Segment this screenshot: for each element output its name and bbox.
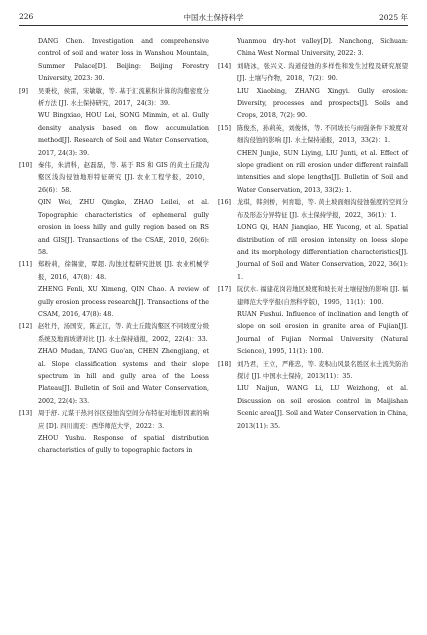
reference-number: [14]: [218, 62, 231, 70]
reference-continuation: DANG Chen. Investigation and comprehensive control of soil and water loss in Wanshou Mountain, Summer Palace[D]. Beijing: Beijing Forestry University, 2023: 30.: [38, 38, 209, 83]
reference-number: [9]: [19, 87, 28, 95]
reference-english: ZHENG Fenli, XU Ximeng, QIN Chao. A review of gully erosion process research[J]. Transactions of the CSAM, 2016, 47(8): 48.: [38, 286, 209, 318]
header-rule: [19, 25, 408, 26]
reference-chinese: 阮伏水. 福建花岗岩地区坡度和坡长对土壤侵蚀的影响 [J]. 福建师范大学学报(自然科学版)，1995，11(1)：100.: [237, 286, 408, 306]
reference-chinese: 刘乃君，王立，严稚忠，等. 麦积山风景名胜区水土流失防治探讨 [J]. 中国水土保持，2013(11)：35.: [237, 360, 408, 380]
reference-entry: [218, 197, 408, 284]
reference-chinese: 郑粉莉，徐锡蒙，覃超. 沟蚀过程研究进展 [J]. 农业机械学报，2016，47(8)：48.: [38, 261, 209, 281]
reference-chinese: 刘晓冰，张兴义. 沟道侵蚀的多样性和发生过程及研究展望 [J]. 土壤与作物，2018，7(2)：90.: [237, 62, 408, 83]
reference-english: LONG Qi, HAN Jianqiao, HE Yucong, et al. Spatial distribution of rill erosion intensity on loess slope and its morphology differentiation characteristics[J]. Journal of Soil and Water Conservation, 2022, 36(1): 1.: [237, 224, 408, 281]
reference-number: [18]: [218, 360, 231, 368]
reference-number: [17]: [218, 286, 231, 294]
reference-chinese: 吴秉校，侯雷，宋敏敏，等. 基于汇流累积计算的沟壑密度分析方法 [J]. 水土保持研究，2017，24(3)：39.: [38, 87, 209, 108]
reference-number: [15]: [218, 124, 231, 132]
reference-chinese: 周于舒. 元谋干热河谷区侵蚀沟空间分布特征对地形因素的响应 [D]. 四川南充：西华师范大学，2022：3.: [38, 410, 209, 430]
reference-number: [13]: [19, 410, 32, 418]
reference-chinese: 陈俊杰，孙莉英，刘俊体，等. 不同坡长与雨强条件下坡度对细沟侵蚀的影响 [J]. 水土保持通报，2013，33(2)：1.: [237, 124, 408, 145]
reference-entry: [218, 123, 408, 197]
publication-year: 2025 年: [379, 13, 408, 22]
reference-entry: [19, 408, 209, 458]
page-number: 226: [19, 12, 34, 21]
reference-entry: [19, 259, 209, 321]
reference-english: ZHOU Yushu. Response of spatial distribution characteristics of gully to topographic factors in: [38, 435, 209, 455]
reference-english: ZHAO Mudan, TANG Guo'an, CHEN Zhengjiang, et al. Slope classification systems and their slope spectrum in hill and gully area of the Loess Plateau[J]. Bulletin of Soil and Water Conservation, 2002, 22(4): 33.: [38, 348, 209, 405]
reference-chinese: 秦伟，朱清科，赵磊磊，等. 基于 RS 和 GIS 的黄土丘陵沟壑区浅沟侵蚀地形特征研究 [J]. 农业工程学报，2010，26(6)：58.: [38, 162, 209, 194]
reference-number: [11]: [19, 261, 32, 269]
reference-number: [12]: [19, 323, 32, 331]
reference-number: [10]: [19, 162, 32, 170]
reference-entry: [19, 321, 209, 408]
reference-english: CHEN Junjie, SUN Liying, LIU Junti, et al. Effect of slope gradient on rill erosion under different rainfall intensities and slope lengths[J]. Bulletin of Soil and Water Conservation, 2013, 33(2): 1.: [237, 149, 408, 194]
reference-english: LIU Xiaobing, ZHANG Xingyi. Gully erosion: Diversity, processes and prospects[J]. Soils and Crops, 2018, 7(2): 90.: [237, 87, 408, 120]
reference-english: LIU Naijun, WANG Li, LU Weizhong, et al. Discussion on soil erosion control in Maijishan Scenic area[J]. Soil and Water Conservation in China, 2013(11): 35.: [237, 385, 408, 430]
reference-chinese: 龙琪，韩剑桥，何育聪，等. 黄土坡面细沟侵蚀强度的空间分布及形态分异特征 [J]. 水土保持学报，2022，36(1)：1.: [237, 199, 408, 219]
left-column: [19, 36, 209, 458]
page-header: [19, 12, 408, 24]
reference-entry: [218, 359, 408, 433]
reference-entry: [19, 160, 209, 259]
reference-continuation: Yuanmou dry-hot valley[D]. Nanchong, Sichuan: China West Normal University, 2022: 3.: [237, 38, 408, 58]
reference-number: [16]: [218, 199, 231, 207]
reference-chinese: 赵牡丹，汤国安，陈正江，等. 黄土丘陵沟壑区不同坡度分级系统及地面坡谱对比 [J]. 水土保持通报，2002，22(4)：33.: [38, 323, 209, 343]
reference-english: WU Bingxiao, HOU Lei, SONG Minmin, et al. Gully density analysis based on flow accumulation method[J]. Research of Soil and Water Conservation, 2017, 24(3): 39.: [38, 112, 209, 157]
reference-entry: [218, 61, 408, 123]
reference-english: QIN Wei, ZHU Qingke, ZHAO Leilei, et al. Topographic characteristics of ephemeral gully erosion in loess hilly and gully region based on RS and GIS[J]. Transactions of the CSAE, 2010, 26(6): 58.: [38, 199, 209, 256]
reference-english: RUAN Fushui. Influence of inclination and length of slope on soil erosion in granite area of Fujian[J]. Journal of Fujian Normal University (Natural Science), 1995, 11(1): 100.: [237, 310, 408, 356]
reference-entry: [19, 86, 209, 160]
right-column: [218, 36, 408, 433]
journal-title: 中国水土保持科学: [183, 13, 244, 22]
reference-entry: [218, 284, 408, 358]
